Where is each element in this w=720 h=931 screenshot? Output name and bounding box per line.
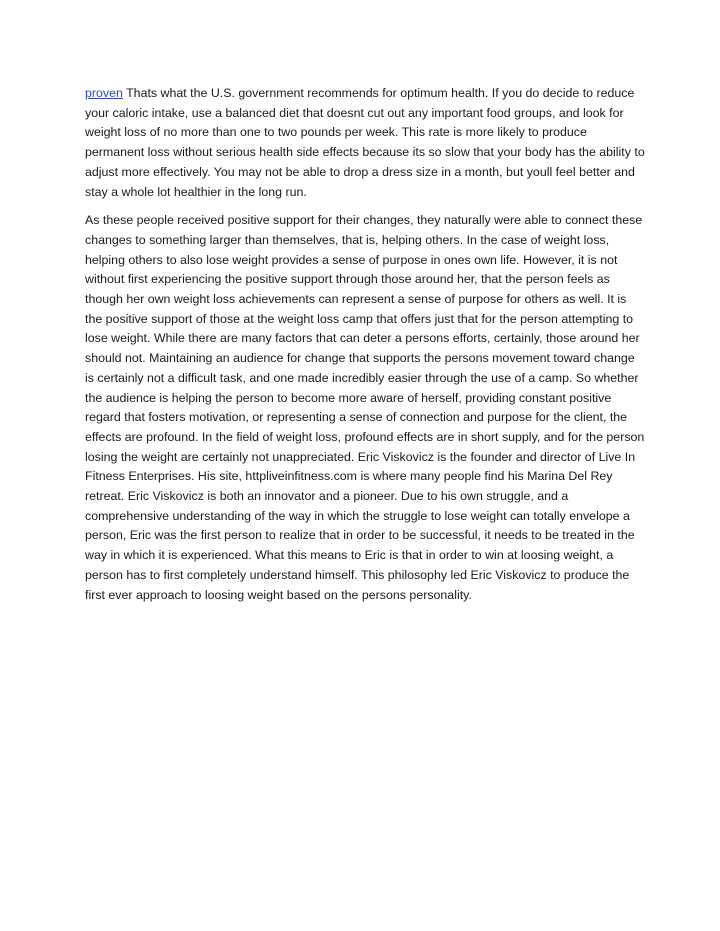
paragraph-1 xyxy=(85,84,645,202)
proven-link[interactable]: proven xyxy=(85,86,123,100)
document-page xyxy=(85,84,645,605)
paragraph-2: As these people received positive support for their changes, they naturally were able to connect these changes to something larger than themselves, that is, helping others. In the case of weight loss, helping others to also lose weight provides a sense of purpose in ones own life. However, it is not without first experiencing the positive support through those around her, that the person feels as though her own weight loss achievements can represent a sense of purpose for others as well. It is the positive support of those at the weight loss camp that offers just that for the person attempting to lose weight. While there are many factors that can deter a persons efforts, certainly, those around her should not. Maintaining an audience for change that supports the persons movement toward change is certainly not a difficult task, and one made incredibly easier through the use of a camp. So whether the audience is helping the person to become more aware of herself, providing constant positive regard that fosters motivation, or representing a sense of connection and purpose for the client, the effects are profound. In the field of weight loss, profound effects are in short supply, and for the person losing the weight are certainly not unappreciated. Eric Viskovicz is the founder and director of Live In Fitness Enterprises. His site, httpliveinfitness.com is where many people find his Marina Del Rey retreat. Eric Viskovicz is both an innovator and a pioneer. Due to his own struggle, and a comprehensive understanding of the way in which the struggle to lose weight can totally envelope a person, Eric was the first person to realize that in order to be successful, it needs to be treated in the way in which it is experienced. What this means to Eric is that in order to win at loosing weight, a person has to first completely understand himself. This philosophy led Eric Viskovicz to produce the first ever approach to loosing weight based on the persons personality. xyxy=(85,213,645,602)
paragraph-1-text: Thats what the U.S. government recommends for optimum health. If you do decide to reduce your caloric intake, use a balanced diet that doesnt cut out any important food groups, and look for weight loss of no more than one to two pounds per week. This rate is more likely to produce permanent loss without serious health side effects because its so slow that your body has the ability to adjust more effectively. You may not be able to drop a dress size in a month, but youll feel better and stay a whole lot healthier in the long run. xyxy=(85,86,645,199)
